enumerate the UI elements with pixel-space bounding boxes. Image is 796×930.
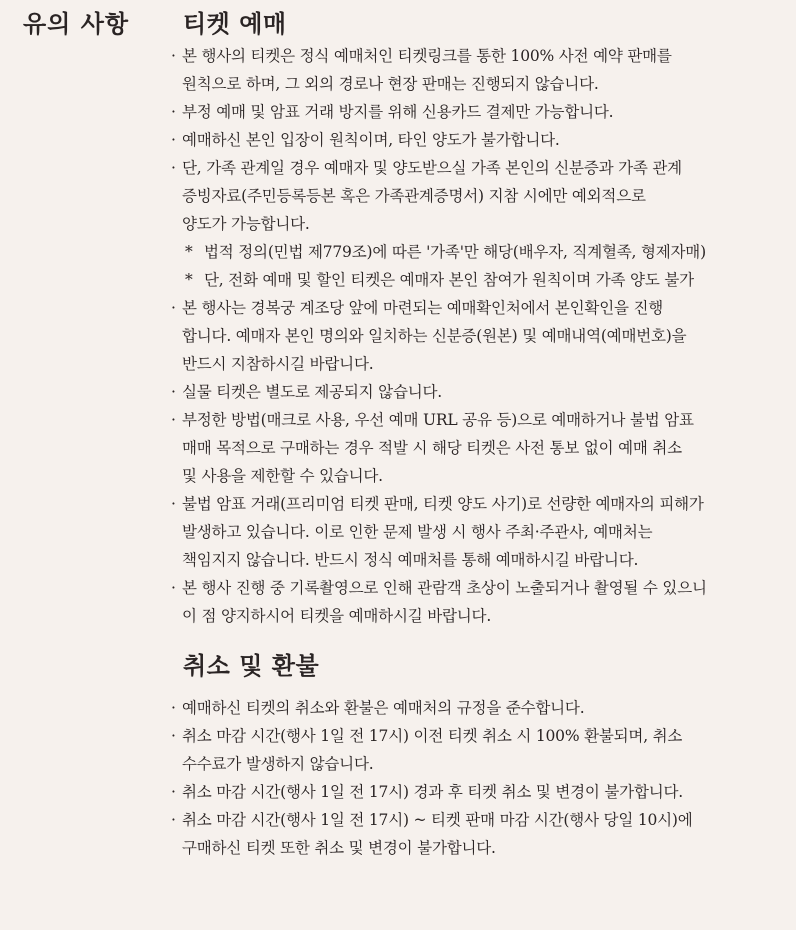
note-line: 단, 전화 예매 및 할인 티켓은 예매자 본인 참여가 원칙이며 가족 양도 불가 (204, 271, 694, 289)
bullet: · (171, 411, 176, 429)
list-item (170, 42, 786, 98)
section-cancellation-refund (170, 630, 786, 862)
item-line: 수수료가 발생하지 않습니다. (182, 755, 374, 773)
notice-heading: 유의 사항 (23, 9, 130, 38)
list-item (170, 154, 786, 238)
bullet: · (171, 699, 176, 717)
section-ticket-booking (170, 0, 786, 630)
list-item (170, 694, 786, 722)
note-line: 법적 정의(민법 제779조)에 따른 '가족'만 해당(배우자, 직계혈족, 형제자매) (204, 243, 706, 261)
bullet: · (171, 783, 176, 801)
item-line: 증빙자료(주민등록등본 혹은 가족관계증명서) 지참 시에만 예외적으로 (182, 187, 646, 205)
note-bullet: * (185, 271, 193, 289)
bullet: · (171, 495, 176, 513)
item-line: 반드시 지참하시길 바랍니다. (182, 355, 374, 373)
note-bullet: * (185, 243, 193, 261)
item-line: 단, 가족 관계일 경우 예매자 및 양도받으실 가족 본인의 신분증과 가족 관계 (182, 159, 682, 177)
list-item (170, 806, 786, 862)
item-line: 이 점 양지하시어 티켓을 예매하시길 바랍니다. (182, 607, 492, 625)
bullet: · (171, 727, 176, 745)
bullet: · (171, 47, 176, 65)
list-item (170, 490, 786, 574)
bullet: · (171, 131, 176, 149)
list-item (170, 294, 786, 378)
item-line: 양도가 가능합니다. (182, 215, 310, 233)
item-line: 원칙으로 하며, 그 외의 경로나 현장 판매는 진행되지 않습니다. (182, 75, 599, 93)
notice-content (170, 0, 786, 862)
item-line: 발생하고 있습니다. 이로 인한 문제 발생 시 행사 주최·주관사, 예매처는 (182, 523, 653, 541)
section-title-ticket-booking: 티켓 예매 (183, 9, 287, 38)
bullet: · (171, 159, 176, 177)
item-line: 취소 마감 시간(행사 1일 전 17시) 이전 티켓 취소 시 100% 환불되며, 취소 (182, 727, 683, 745)
note-item (170, 266, 786, 294)
list-item (170, 406, 786, 490)
item-line: 매매 목적으로 구매하는 경우 적발 시 해당 티켓은 사전 통보 없이 예매 취소 (182, 439, 682, 457)
note-item (170, 238, 786, 266)
section-title-cancellation-refund: 취소 및 환불 (183, 651, 320, 680)
item-line: 본 행사는 경복궁 계조당 앞에 마련되는 예매확인처에서 본인확인을 진행 (182, 299, 664, 317)
list-item (170, 778, 786, 806)
item-line: 책임지지 않습니다. 반드시 정식 예매처를 통해 예매하시길 바랍니다. (182, 551, 639, 569)
list-item (170, 126, 786, 154)
list-item (170, 722, 786, 778)
item-line: 불법 암표 거래(프리미엄 티켓 판매, 티켓 양도 사기)로 선량한 예매자의 피해가 (182, 495, 704, 513)
list-item (170, 378, 786, 406)
bullet: · (171, 811, 176, 829)
item-line: 예매하신 본인 입장이 원칙이며, 타인 양도가 불가합니다. (182, 131, 560, 149)
item-line: 부정 예매 및 암표 거래 방지를 위해 신용카드 결제만 가능합니다. (182, 103, 614, 121)
item-line: 예매하신 티켓의 취소와 환불은 예매처의 규정을 준수합니다. (182, 699, 585, 717)
item-line: 부정한 방법(매크로 사용, 우선 예매 URL 공유 등)으로 예매하거나 불법 암표 (182, 411, 694, 429)
item-line: 구매하신 티켓 또한 취소 및 변경이 불가합니다. (182, 839, 496, 857)
list-item (170, 574, 786, 630)
ticket-booking-list (170, 42, 786, 630)
bullet: · (171, 383, 176, 401)
bullet: · (171, 103, 176, 121)
cancellation-refund-list (170, 694, 786, 862)
item-line: 및 사용을 제한할 수 있습니다. (182, 467, 383, 485)
list-item (170, 98, 786, 126)
item-line: 취소 마감 시간(행사 1일 전 17시) ~ 티켓 판매 마감 시간(행사 당일 10시)에 (182, 811, 693, 829)
item-line: 취소 마감 시간(행사 1일 전 17시) 경과 후 티켓 취소 및 변경이 불가합니다. (182, 783, 684, 801)
item-line: 합니다. 예매자 본인 명의와 일치하는 신분증(원본) 및 예매내역(예매번호)을 (182, 327, 687, 345)
item-line: 본 행사의 티켓은 정식 예매처인 티켓링크를 통한 100% 사전 예약 판매를 (182, 47, 672, 65)
bullet: · (171, 299, 176, 317)
item-line: 실물 티켓은 별도로 제공되지 않습니다. (182, 383, 443, 401)
bullet: · (171, 579, 176, 597)
item-line: 본 행사 진행 중 기록촬영으로 인해 관람객 초상이 노출되거나 촬영될 수 있으니 (182, 579, 707, 597)
